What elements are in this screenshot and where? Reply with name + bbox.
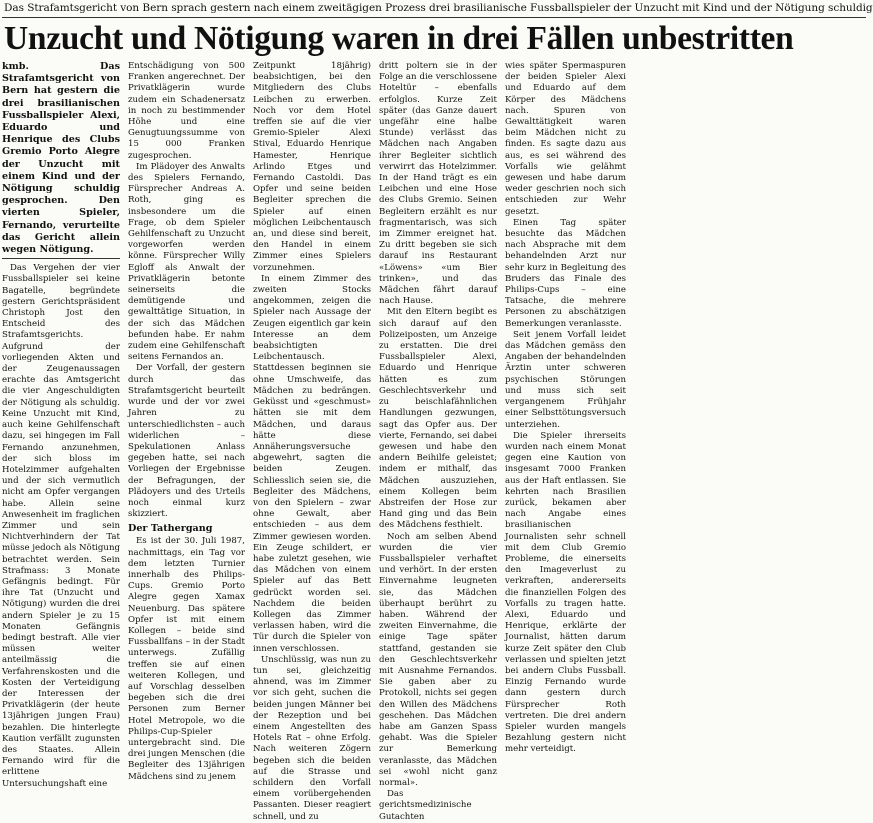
body-paragraph: Der Vorfall, der gestern durch das Strafamtsgericht beurteilt wurde und der vor zwei Jahren zu unterschiedlichsten – auch widerlichen – Spekulationen Anlass gegeben hatte, sei nach Vorliegen der Ergebnisse der Befragungen, der Plädoyers und des Urteils noch einmal kurz skizziert. <box>128 363 245 520</box>
body-paragraph: Es ist der 30. Juli 1987, nachmittags, ein Tag vor dem letzten Turnier innerhalb des Philips-Cups. Gremio Porto Alegre gegen Xamax Neuenburg. Das spätere Opfer ist mit einem Kollegen – beide sind Fussballfans – in der Stadt unterwegs. Zufällig treffen sie auf einen weiteren Kollegen, und auf Vorschlag desselben begeben sich die drei Personen zum Berner Hotel Metropole, wo die Philips-Cup-Spieler untergebracht sind. Die drei jungen Menschen (die Begleiter des 13jährigen Mädchens sind zu jenem <box>128 536 245 782</box>
body-paragraph: Unschlüssig, was nun zu tun sei, gleichzeitig ahnend, was im Zimmer vor sich geht, suchen die beiden jungen Männer bei der Rezeption und bei einem Angestellten des Hotels Rat – ohne Erfolg. Nach weiteren Zögern begeben sich die beiden auf die Strasse und schildern den Vorfall einem vorübergehenden Passanten. Dieser reagiert schnell, und zu <box>253 654 371 822</box>
body-paragraph: Entschädigung von 500 Franken angerechnet. Der Privatklägerin wurde zudem ein Schadenersatz in noch zu bestimmender Höhe und eine Genugtuungssumme von 15 000 Franken zugesprochen. <box>128 61 245 161</box>
kicker-rule <box>2 17 866 18</box>
body-paragraph: Die Spieler ihrerseits wurden nach einem Monat gegen eine Kaution von insgesamt 7000 Franken aus der Haft entlassen. Sie kehrten nach Brasilien zurück, bekamen aber nach Angabe eines brasilianischen Journalisten sehr schnell mit dem Club Gremio Probleme, die einerseits den Imageverlust zu verkraften, andererseits die finanziellen Folgen des Vorfalls zu tragen hatte. Alexi, Eduardo und Henrique, erklärte der Journalist, hätten darum kurze Zeit später den Club verlassen und spielten jetzt bei andern Clubs Fussball. Einzig Fernando wurde dann gestern durch Fürsprecher Roth vertreten. Die drei andern Spieler wurden mangels Bezahlung gestern nicht mehr verteidigt. <box>505 430 626 755</box>
body-paragraph: Noch am selben Abend wurden die vier Fussballspieler verhaftet und verhört. In der ersten Einvernahme leugneten sie, das Mädchen überhaupt berührt zu haben. Während der zweiten Einvernahme, die einige Tage später stattfand, gestanden sie den Geschlechtsverkehr mit Ausnahme Fernandos. Sie gaben aber zu Protokoll, nichts sei gegen den Willen des Mädchens geschehen. Das Mädchen habe am Ganzen Spass gehabt. Was die Spieler zur Bemerkung veranlasste, das Mädchen sei «wohl nicht ganz normal». <box>379 531 497 788</box>
body-paragraph: Zeitpunkt 18jährig) beabsichtigen, bei den Mitgliedern des Clubs Leibchen zu erwerben. Noch vor dem Hotel treffen sie auf die vier Gremio-Spieler Alexi Stival, Eduardo Henrique Hamester, Henrique Arlindo Etges und Fernando Castoldi. Das Opfer und seine beiden Begleiter sprechen die Spieler auf einen möglichen Leibchentausch an, und diese sind bereit, den Handel in einem Zimmer eines Spielers vorzunehmen. <box>253 61 371 273</box>
body-paragraph: Das Vergehen der vier Fussballspieler sei keine Bagatelle, begründete gestern Gerichtspräsident Christoph Jost den Entscheid des Strafamtsgerichts. Aufgrund der vorliegenden Akten und der Zeugenaussagen erachte das Amtsgericht die vier Angeschuldigten der Nötigung als schuldig. Keine Unzucht mit Kind, auch keine Gehilfenschaft dazu, sei hingegen im Fall Fernando anzunehmen, der sich bloss im Hotelzimmer aufgehalten und der sich vermutlich nicht am Opfer vergangen habe. Allein seine Anwesenheit im fraglichen Zimmer und sein Nichtverhindern der Tat müsse jedoch als Nötigung betrachtet werden. Sein Strafmass: 3 Monate Gefängnis bedingt. Für ihre Tat (Unzucht und Nötigung) wurden die drei andern Spieler je zu 15 Monaten Gefängnis bedingt bestraft. Alle vier müssen weiter anteilmässig die Verfahrenskosten und die Kosten der Verteidigung der Interessen der Privatklägerin (der heute 13jährigen jungen Frau) bezahlen. Die hinterlegte Kaution verfällt zugunsten des Staates. Allein Fernando wird für die erlittene Untersuchungshaft eine <box>2 263 120 789</box>
body-paragraph: Einen Tag später besuchte das Mädchen nach Absprache mit dem behandelnden Arzt nur sehr kurz in Begleitung des Bruders das Finale des Philips-Cups – eine Tatsache, die mehrere Personen zu abschätzigen Bemerkungen veranlasste. <box>505 217 626 329</box>
lead-rule <box>2 258 120 259</box>
body-paragraph: Das gerichtsmedizinische Gutachten <box>379 789 472 822</box>
body-paragraph: Seit jenem Vorfall leidet das Mädchen gemäss den Angaben der behandelnden Ärztin unter schweren psychischen Störungen und muss sich seit vergangenem Frühjahr einer Selbsttötungsversuch unterziehen. <box>505 329 626 430</box>
body-paragraph: In einem Zimmer des zweiten Stocks angekommen, zeigen die Spieler nach Aussage der Zeugen eigentlich gar kein Interesse an dem beabsichtigten Leibchentausch. Stattdessen beginnen sie ohne Umschweife, das Mädchen zu bedrängen. Geküsst und «geschmust» hätten sie mit dem Mädchen, und daraus hätte diese Annäherungsversuche abgewehrt, sagten die beiden Zeugen. Schliesslich seien sie, die Begleiter des Mädchens, von den Spielern – zwar ohne Gewalt, aber entschieden – aus dem Zimmer gewiesen worden. Ein Zeuge schildert, er habe zuletzt gesehen, wie das Mädchen von einem Spieler auf das Bett gedrückt worden sei. Nachdem die beiden Kollegen das Zimmer verlassen haben, wird die Tür durch die Spieler von innen verschlossen. <box>253 273 371 654</box>
column-1 <box>2 61 120 789</box>
body-paragraph: wies später Spermaspuren der beiden Spieler Alexi und Eduardo auf dem Körper des Mädchens nach. Spuren von Gewalttätigkeit waren beim Mädchen nicht zu finden. Es sagte dazu aus aus, es sei während des Vorfalls wie gelähmt gewesen und habe darum weder geschrien noch sich entschieden zur Wehr gesetzt. <box>505 61 626 217</box>
column-4 <box>379 61 497 822</box>
body-paragraph: Im Plädoyer des Anwalts des Spielers Fernando, Fürsprecher Andreas A. Roth, ging es insbesondere um die Frage, ob dem Spieler Gehilfenschaft zu Unzucht vorgeworfen werden könne. Fürsprecher Willy Egloff als Anwalt der Privatklägerin betonte seinerseits die demütigende und gewalttätige Situation, in der sich das Mädchen befunden habe. Er nahm zudem eine Gehilfenschaft seitens Fernandos an. <box>128 161 245 363</box>
column-5 <box>505 61 626 755</box>
column-2 <box>128 61 245 782</box>
column-3 <box>253 61 371 822</box>
body-paragraph: Mit den Eltern begibt es sich darauf auf den Polizeiposten, um Anzeige zu erstatten. Die drei Fussballspieler Alexi, Eduardo und Henrique hätten es zum Geschlechtsverkehr und zu beischlafähnlichen Handlungen gezwungen, sagt das Opfer aus. Der vierte, Fernando, sei dabei gewesen und habe den andern Beihilfe geleistet; indem er mithalf, das Mädchen auszuziehen, einem Kollegen beim Abstreifen der Hose zur Hand ging und das Bein des Mädchens festhielt. <box>379 307 497 531</box>
headline: Unzucht und Nötigung waren in drei Fällen unbestritten <box>4 20 794 57</box>
subheading: Der Tathergang <box>128 523 213 535</box>
lead-paragraph: kmb. Das Strafamtsgericht von Bern hat gestern die drei brasilianischen Fussballspieler Alexi, Eduardo und Henrique des Clubs Gremio Porto Alegre der Unzucht mit einem Kind und der Nötigung schuldig gesprochen. Den vierten Spieler, Fernando, verurteilte das Gericht allein wegen Nötigung. <box>2 61 120 256</box>
kicker-line: Das Strafamtsgericht von Bern sprach gestern nach einem zweitägigen Prozess drei brasilianische Fussballspieler der Unzucht mit Kind und der Nötigung schuldig <box>4 2 873 14</box>
body-paragraph: dritt poltern sie in der Folge an die verschlossene Hoteltür – ebenfalls erfolglos. Kurze Zeit später (das Ganze dauert ungefähr eine halbe Stunde) verlässt das Mädchen nach Angaben ihrer Begleiter sichtlich verwirrt das Hotelzimmer. In der Hand trägt es ein Leibchen und eine Hose des Clubs Gremio. Seinen Begleitern erzählt es nur fragmentarisch, was sich im Zimmer ereignet hat. Zu dritt begeben sie sich darauf ins Restaurant «Löwens» «um Bier trinken», und das Mädchen fährt darauf nach Hause. <box>379 61 497 307</box>
